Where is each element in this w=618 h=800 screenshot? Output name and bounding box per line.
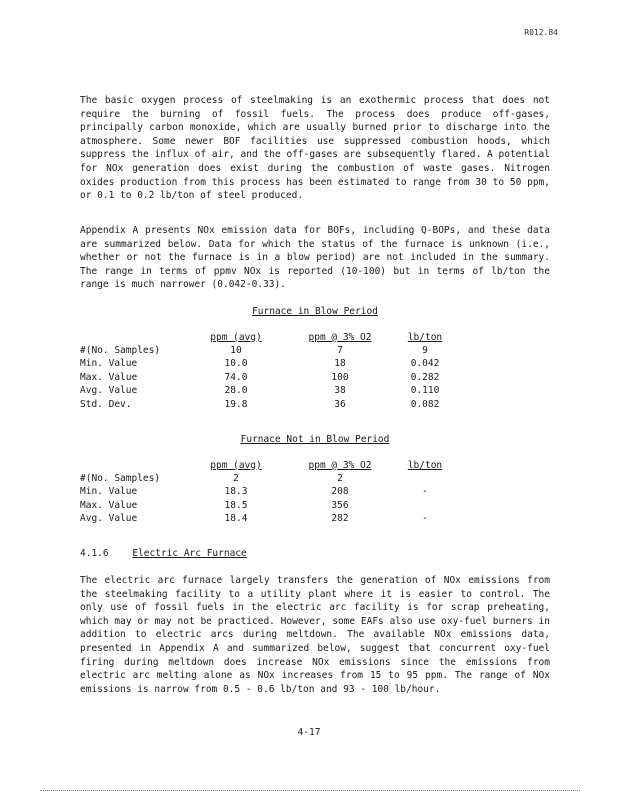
header-cell: ppm (avg) (210, 331, 262, 343)
section-heading (80, 547, 247, 561)
table-furnace-in-blow-period (80, 305, 550, 411)
table-row (80, 499, 550, 512)
table-title: Furnace Not in Blow Period (240, 434, 390, 445)
table-cell: 9 (422, 344, 428, 356)
table-cell: 356 (331, 499, 349, 511)
table-cell: 18.5 (224, 499, 248, 511)
paragraph-bof-process: The basic oxygen process of steelmaking is an exothermic process that does not require the burning of fossil fuels. The process does produce off-gases, principally carbon monoxide, which are usually burned prior to discharge into the atmosphere. Some newer BOF facilities use suppressed combustion hoods, which suppress the influx of air, and the off-gases are subsequently flared. A potential for NOx generation does exist during the combustion of waste gases. Nitrogen oxides production from this process has been estimated to range from 30 to 50 ppm, or 0.1 to 0.2 lb/ton of steel produced. (80, 95, 550, 202)
row-label: #(No. Samples) (80, 344, 161, 356)
section-title: Electric Arc Furnace (132, 548, 247, 559)
table-cell: 0.042 (410, 358, 440, 370)
table-cell: 0.282 (410, 371, 440, 383)
table-cell: 18.3 (224, 486, 248, 498)
section-number: 4.1.6 (80, 548, 109, 559)
table-cell: 38 (334, 385, 346, 397)
table-header-row (80, 331, 550, 344)
table-row (80, 472, 550, 485)
table-cell: 0.110 (410, 385, 440, 397)
table-row (80, 398, 550, 411)
table-row (80, 371, 550, 384)
table-cell: 208 (331, 486, 349, 498)
scan-edge-artifact (40, 790, 580, 791)
row-label: Std. Dev. (80, 398, 132, 410)
table-cell: 36 (334, 398, 346, 410)
table-cell: 7 (337, 344, 343, 356)
row-label: Avg. Value (80, 385, 138, 397)
table-row (80, 512, 550, 525)
header-cell: lb/ton (407, 331, 443, 343)
table-cell: 2 (233, 472, 239, 484)
table-title: Furnace in Blow Period (252, 306, 378, 317)
table-cell: 18.4 (224, 513, 248, 525)
page-number: 4-17 (297, 727, 321, 738)
table-cell: 18 (334, 358, 346, 370)
table-row (80, 344, 550, 357)
row-label: Max. Value (80, 499, 138, 511)
table-cell: 10.0 (224, 358, 248, 370)
table-cell: 28.0 (224, 385, 248, 397)
table-cell: 100 (331, 371, 349, 383)
header-cell: ppm @ 3% O2 (308, 331, 372, 343)
row-label: #(No. Samples) (80, 472, 161, 484)
paragraph-appendix-summary: Appendix A presents NOx emission data for BOFs, including Q-BOPs, and these data are summarized below. Data for which the status of the furnace is unknown (i.e., whether or not the furnace is in a blow period) are not included in the summary. The range in terms of ppmv NOx is reported (10-100) but in terms of lb/ton the range is much narrower (0.042-0.33). (80, 225, 550, 291)
table-cell: 10 (230, 344, 242, 356)
table-cell: 74.0 (224, 371, 248, 383)
table-cell: 0.082 (410, 398, 440, 410)
document-id: R012.84 (524, 28, 558, 37)
header-cell: ppm @ 3% O2 (308, 459, 372, 471)
table-cell: - (422, 513, 428, 525)
row-label: Min. Value (80, 486, 138, 498)
table-cell: - (422, 486, 428, 498)
header-cell: lb/ton (407, 459, 443, 471)
row-label: Avg. Value (80, 513, 138, 525)
row-label: Max. Value (80, 371, 138, 383)
table-furnace-not-in-blow-period (80, 433, 550, 526)
row-label: Min. Value (80, 358, 138, 370)
table-row (80, 485, 550, 498)
table-row (80, 357, 550, 370)
table-header-row (80, 459, 550, 472)
table-cell: 282 (331, 513, 349, 525)
table-cell: 2 (337, 472, 343, 484)
header-cell: ppm (avg) (210, 459, 262, 471)
table-row (80, 384, 550, 397)
paragraph-electric-arc-furnace: The electric arc furnace largely transfers the generation of NOx emissions from the steelmaking facility to a utility plant where it is easier to control. The only use of fossil fuels in the electric arc facility is for scrap preheating, which may or may not be practiced. However, some EAFs also use oxy-fuel burners in addition to electric arcs during meltdown. The available NOx emissions data, presented in Appendix A and summarized below, suggest that concurrent oxy-fuel firing during meltdown does increase NOx emissions since the emissions from electric arc melting alone as NOx increases from 15 to 95 ppm. The range of NOx emissions is narrow from 0.5 - 0.6 lb/ton and 93 - 100 lb/hour. (80, 575, 550, 695)
table-cell: 19.8 (224, 398, 248, 410)
